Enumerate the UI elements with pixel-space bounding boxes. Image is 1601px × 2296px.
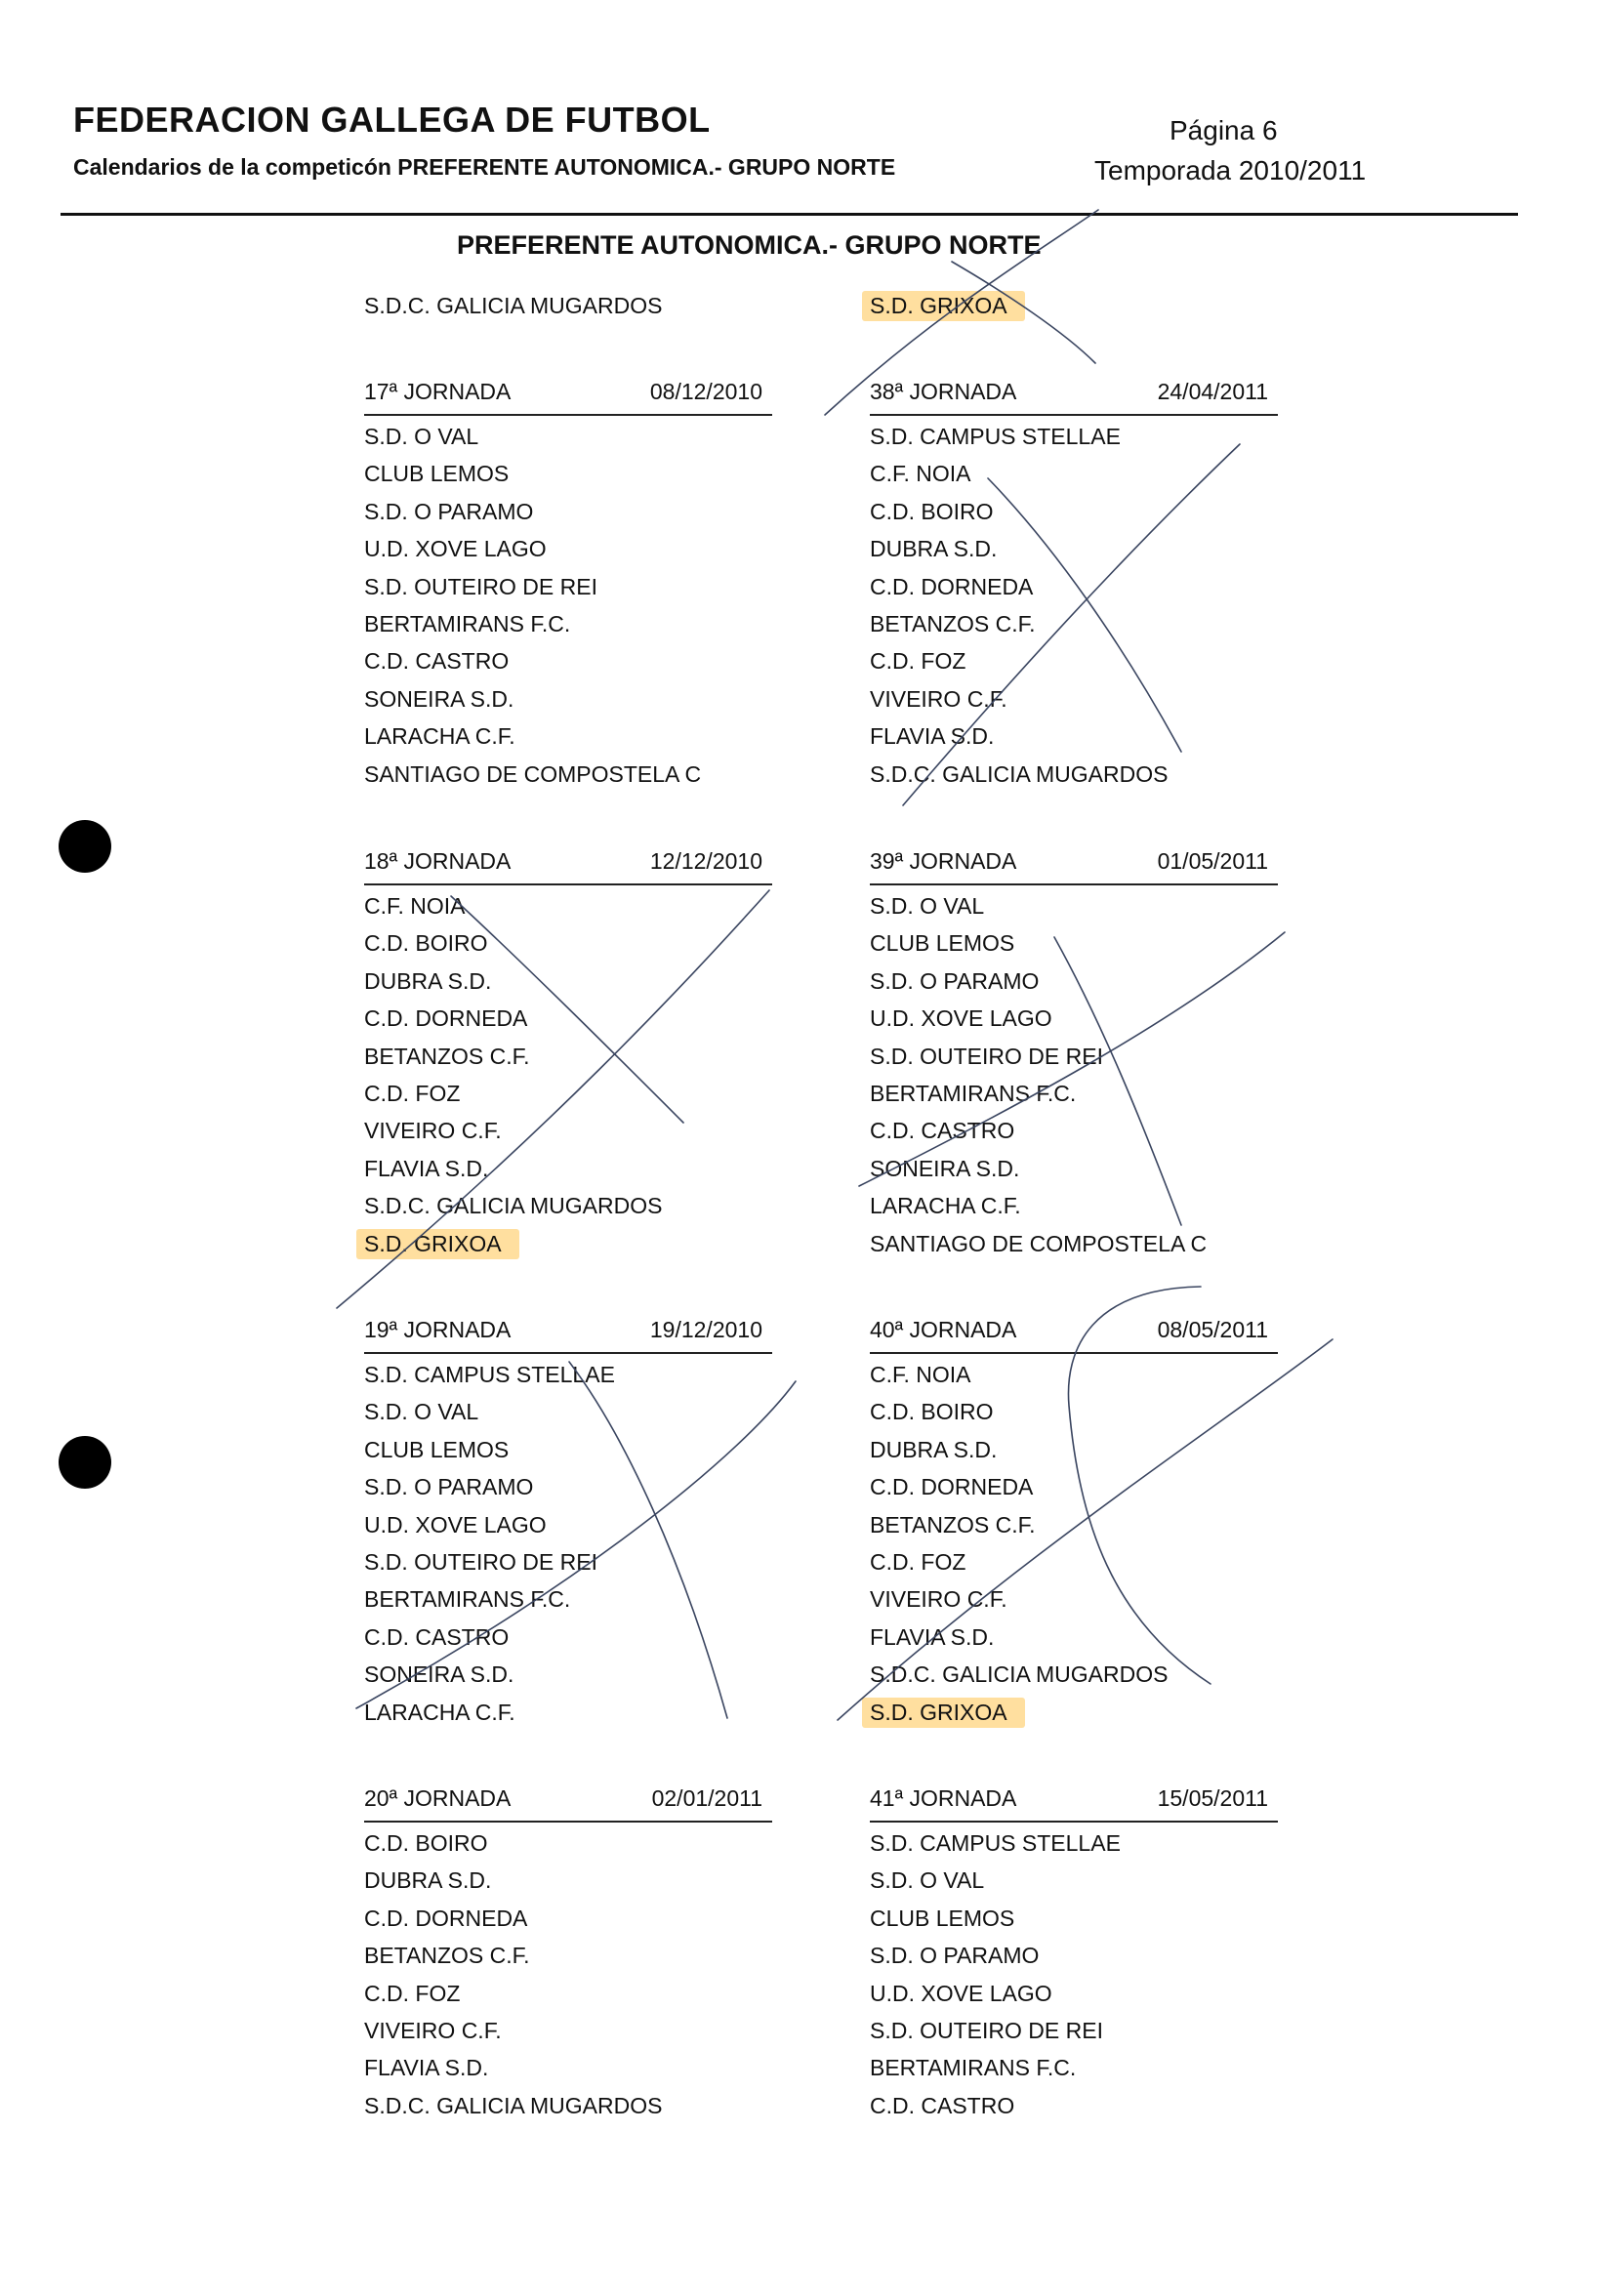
team-name: VIVEIRO C.F. [364,2017,502,2043]
team-name: S.D. O PARAMO [364,498,534,524]
team-name: C.F. NOIA [364,893,466,919]
round-block [870,1317,1278,1727]
team-name: LARACHA C.F. [870,1193,1021,1219]
round-date: 02/01/2011 [651,1785,762,1811]
round-header [364,848,772,883]
round-date: 01/05/2011 [1157,848,1268,874]
round-date: 19/12/2010 [649,1317,762,1342]
team-name: FLAVIA S.D. [870,723,995,750]
team-name: CLUB LEMOS [364,1436,510,1462]
team-list [364,1828,772,2128]
round-name: 40ª JORNADA [870,1317,1017,1342]
highlighted-team-name: S.D. GRIXOA [356,1229,519,1259]
team-list [870,891,1278,1266]
team-name: U.D. XOVE LAGO [364,536,547,562]
team-name: C.D. CASTRO [364,1623,510,1650]
team-list [364,422,772,797]
round-header [364,379,772,414]
team-name: S.D. OUTEIRO DE REI [364,1548,597,1575]
team-name: BERTAMIRANS F.C. [870,2055,1077,2081]
team-name: C.D. FOZ [870,648,966,675]
round-divider [870,883,1278,885]
team-name: S.D. OUTEIRO DE REI [870,1043,1103,1069]
round-block [870,848,1278,1258]
team-left: S.D.C. GALICIA MUGARDOS [364,293,663,318]
team-name: VIVEIRO C.F. [870,1586,1007,1613]
team-name: BETANZOS C.F. [364,1043,530,1069]
round-name: 38ª JORNADA [870,379,1017,404]
team-name: CLUB LEMOS [870,930,1015,957]
highlighted-team-name: S.D. GRIXOA [862,1698,1025,1728]
team-name: S.D. O PARAMO [870,1943,1040,1969]
team-name: BERTAMIRANS F.C. [364,610,571,636]
team-name: S.D. O VAL [870,893,985,919]
team-name: CLUB LEMOS [870,1905,1015,1931]
season-label: Temporada 2010/2011 [1094,155,1367,185]
round-name: 18ª JORNADA [364,848,512,874]
team-name: S.D. CAMPUS STELLAE [870,424,1121,449]
team-name: SONEIRA S.D. [364,685,514,712]
team-name: S.D. OUTEIRO DE REI [364,573,597,599]
team-name: C.D. DORNEDA [870,573,1034,599]
team-list [364,1360,772,1735]
round-header [870,1317,1278,1352]
round-divider [364,883,772,885]
round-header [364,1785,772,1821]
punch-hole [59,820,111,873]
round-divider [364,1821,772,1823]
team-list [870,422,1278,797]
team-name: BETANZOS C.F. [870,1511,1036,1538]
team-name: SONEIRA S.D. [364,1661,514,1688]
team-name: FLAVIA S.D. [870,1623,995,1650]
team-name: C.D. CASTRO [364,648,510,675]
round-name: 19ª JORNADA [364,1317,512,1342]
team-name: S.D. O VAL [870,1867,985,1894]
team-name: DUBRA S.D. [364,1867,492,1894]
team-name: C.D. BOIRO [364,930,488,957]
team-name: C.D. DORNEDA [364,1905,528,1931]
team-name: CLUB LEMOS [364,461,510,487]
round-name: 39ª JORNADA [870,848,1017,874]
round-divider [364,1352,772,1354]
team-name: C.D. DORNEDA [870,1474,1034,1500]
round-date: 08/12/2010 [649,379,762,404]
team-name: C.D. DORNEDA [364,1005,528,1032]
team-name: BERTAMIRANS F.C. [364,1586,571,1613]
team-name: S.D.C. GALICIA MUGARDOS [870,1661,1169,1688]
team-name: C.D. FOZ [870,1548,966,1575]
round-divider [364,414,772,416]
team-name [870,1698,1278,1735]
team-name: S.D. O VAL [364,1399,479,1425]
highlighted-team-name: S.D. GRIXOA [862,291,1025,321]
team-name: DUBRA S.D. [870,536,998,562]
team-name: SANTIAGO DE COMPOSTELA C [364,760,702,787]
team-name: BERTAMIRANS F.C. [870,1080,1077,1106]
team-name: U.D. XOVE LAGO [364,1511,547,1538]
round-name: 20ª JORNADA [364,1785,512,1811]
round-date: 15/05/2011 [1157,1785,1268,1811]
round-name: 17ª JORNADA [364,379,512,404]
team-name: S.D.C. GALICIA MUGARDOS [870,760,1169,787]
team-name: S.D. CAMPUS STELLAE [870,1830,1121,1856]
team-name: C.D. FOZ [364,1980,461,2006]
round-header [870,848,1278,883]
team-name: C.D. FOZ [364,1080,461,1106]
team-name: SANTIAGO DE COMPOSTELA C [870,1230,1208,1256]
team-name: DUBRA S.D. [364,967,492,994]
team-name: FLAVIA S.D. [364,1155,489,1181]
round-block [870,379,1278,789]
round-date: 24/04/2011 [1157,379,1268,404]
team-list [364,891,772,1266]
round-header [364,1317,772,1352]
team-name: S.D. CAMPUS STELLAE [364,1362,615,1387]
round-block [364,379,772,789]
calendar-subtitle: Calendarios de la competicón PREFERENTE AUTONOMICA.- GRUPO NORTE [73,154,896,180]
team-name: C.D. BOIRO [364,1830,488,1856]
round-date: 08/05/2011 [1157,1317,1268,1342]
team-name: S.D. O PARAMO [870,967,1040,994]
team-name: C.F. NOIA [870,1362,971,1387]
team-name: BETANZOS C.F. [870,610,1036,636]
round-header [870,1785,1278,1821]
round-divider [870,414,1278,416]
team-name: U.D. XOVE LAGO [870,1980,1052,2006]
competition-title: PREFERENTE AUTONOMICA.- GRUPO NORTE [457,230,1042,260]
team-name: S.D.C. GALICIA MUGARDOS [364,2092,663,2118]
round-block [364,848,772,1258]
team-name: S.D.C. GALICIA MUGARDOS [364,1193,663,1219]
team-list [870,1828,1278,2128]
round-header [870,379,1278,414]
team-list [870,1360,1278,1735]
team-name: FLAVIA S.D. [364,2055,489,2081]
round-date: 12/12/2010 [649,848,762,874]
punch-hole [59,1436,111,1489]
team-name: S.D. O PARAMO [364,1474,534,1500]
team-name: LARACHA C.F. [364,1699,515,1725]
team-name: BETANZOS C.F. [364,1943,530,1969]
round-divider [870,1352,1278,1354]
round-divider [870,1821,1278,1823]
team-name: LARACHA C.F. [364,723,515,750]
round-block [870,1785,1278,2195]
team-name: C.D. BOIRO [870,498,994,524]
team-name: U.D. XOVE LAGO [870,1005,1052,1032]
team-right [870,293,1025,319]
team-name: VIVEIRO C.F. [870,685,1007,712]
team-name: S.D. O VAL [364,424,479,449]
team-name [364,1229,772,1266]
team-name: DUBRA S.D. [870,1436,998,1462]
team-name: S.D. OUTEIRO DE REI [870,2017,1103,2043]
header-divider [61,213,1518,216]
team-name: C.D. BOIRO [870,1399,994,1425]
round-name: 41ª JORNADA [870,1785,1017,1811]
team-name: C.D. CASTRO [870,1118,1015,1144]
federation-name: FEDERACION GALLEGA DE FUTBOL [73,100,711,140]
team-name: C.F. NOIA [870,461,971,487]
round-block [364,1785,772,2195]
round-block [364,1317,772,1727]
page-number: Página 6 [1170,115,1278,145]
team-name: VIVEIRO C.F. [364,1118,502,1144]
team-name: SONEIRA S.D. [870,1155,1020,1181]
team-name: C.D. CASTRO [870,2092,1015,2118]
